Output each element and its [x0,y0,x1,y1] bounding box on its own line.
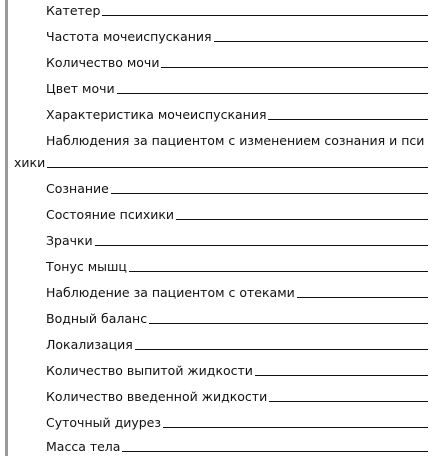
form-line-heading-continuation [14,150,428,170]
form-line-urination-frequency [46,24,428,44]
form-line-body-weight [46,434,428,454]
blank-line[interactable] [117,93,428,94]
blank-line[interactable] [255,375,428,376]
form-line-catheter [46,0,428,18]
blank-line[interactable] [163,427,428,428]
form-label: Суточный диурез [46,415,162,430]
form-line-mental-state [46,202,428,222]
form-label: Катетер [46,3,101,18]
blank-line[interactable] [135,349,428,350]
blank-line[interactable] [95,245,428,246]
form-label: Состояние психики [46,207,175,222]
form-label: Наблюдение за пациентом с отеками [46,285,295,300]
blank-line[interactable] [269,401,428,402]
blank-line[interactable] [214,41,428,42]
blank-line[interactable] [47,167,428,168]
form-line-consciousness [46,176,428,196]
blank-line[interactable] [122,451,428,452]
form-line-urine-amount [46,50,428,70]
form-line-pupils [46,228,428,248]
form-label: Сознание [46,181,109,196]
form-line-water-balance [46,306,428,326]
blank-line[interactable] [102,15,428,16]
form-label: Количество мочи [46,55,160,70]
form-line-urination-characteristic [46,102,428,122]
form-label: Характеристика мочеиспускания [46,107,267,122]
form-line-edema-observation [46,280,428,300]
blank-line[interactable] [268,119,428,120]
form-label: Количество введенной жидкости [46,389,268,404]
left-margin-rule [5,0,8,456]
form-label: Частота мочеиспускания [46,29,212,44]
form-heading-label: Наблюдения за пациентом с изменением сознания и пси [46,133,425,148]
blank-line[interactable] [161,67,428,68]
form-label: Цвет мочи [46,81,115,96]
form-line-localization [46,332,428,352]
form-label: Локализация [46,337,133,352]
form-label: Тонус мышц [46,259,127,274]
form-label: хики [14,155,46,170]
form-line-fluid-drunk [46,358,428,378]
blank-line[interactable] [129,271,428,272]
form-label: Зрачки [46,233,93,248]
blank-line[interactable] [149,323,428,324]
form-heading-consciousness [46,128,430,148]
form-label: Водный баланс [46,311,148,326]
form-label: Масса тела [46,439,121,454]
blank-line[interactable] [111,193,428,194]
form-line-daily-diuresis [46,410,428,430]
form-label: Количество выпитой жидкости [46,363,253,378]
form-line-muscle-tone [46,254,428,274]
blank-line[interactable] [176,219,428,220]
form-line-urine-color [46,76,428,96]
blank-line[interactable] [297,297,428,298]
form-line-fluid-administered [46,384,428,404]
